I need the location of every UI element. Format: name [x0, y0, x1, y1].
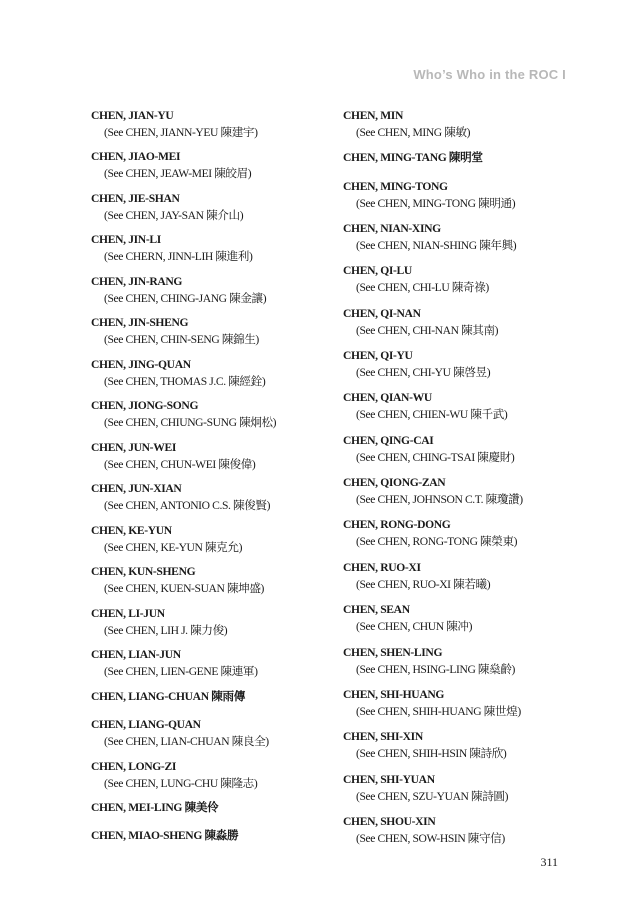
entry-name: CHEN, QI-NAN — [343, 307, 421, 320]
entry-cross-reference: (See CHEN, KE-YUN 陳克允) — [104, 541, 243, 554]
entry-cross-reference: (See CHEN, JOHNSON C.T. 陳瓊讚) — [356, 493, 523, 506]
entry-name: CHEN, JING-QUAN — [91, 358, 191, 371]
index-entry — [91, 523, 323, 556]
entry-name: CHEN, MEI-LING 陳美伶 — [91, 801, 219, 814]
entry-name: CHEN, SHEN-LING — [343, 646, 443, 659]
entry-name: CHEN, SEAN — [343, 603, 410, 616]
running-header: Who’s Who in the ROC I — [413, 67, 566, 82]
entry-cross-reference: (See CHEN, LIH J. 陳力俊) — [104, 624, 228, 637]
index-entry — [343, 729, 578, 762]
entry-name: CHEN, LONG-ZI — [91, 760, 176, 773]
index-entry — [343, 150, 578, 166]
index-entry — [343, 433, 578, 466]
entry-name: CHEN, JUN-XIAN — [91, 482, 182, 495]
entry-name: CHEN, QING-CAI — [343, 434, 434, 447]
index-entry — [343, 517, 578, 550]
entry-name: CHEN, KUN-SHENG — [91, 565, 196, 578]
entry-cross-reference: (See CHEN, ANTONIO C.S. 陳俊賢) — [104, 499, 271, 512]
entry-cross-reference: (See CHEN, JIANN-YEU 陳建宇) — [104, 126, 258, 139]
page-number: 311 — [540, 855, 558, 869]
entry-name: CHEN, LIANG-QUAN — [91, 718, 201, 731]
index-entry — [91, 606, 323, 639]
index-entry — [91, 759, 323, 792]
index-entry — [91, 800, 323, 816]
entry-cross-reference: (See CHEN, CHING-TSAI 陳慶財) — [356, 451, 515, 464]
entry-cross-reference: (See CHEN, JEAW-MEI 陳皎眉) — [104, 167, 252, 180]
entry-cross-reference: (See CHEN, SOW-HSIN 陳守信) — [356, 832, 505, 845]
entry-cross-reference: (See CHERN, JINN-LIH 陳進利) — [104, 250, 253, 263]
entry-cross-reference: (See CHEN, CHUN 陳冲) — [356, 620, 473, 633]
entry-cross-reference: (See CHEN, MING-TONG 陳明通) — [356, 197, 516, 210]
entry-name: CHEN, MING-TANG 陳明堂 — [343, 151, 483, 164]
index-entry — [91, 191, 323, 224]
index-entry — [91, 689, 323, 705]
entry-cross-reference: (See CHEN, KUEN-SUAN 陳坤盛) — [104, 582, 265, 595]
index-entry — [91, 108, 323, 141]
index-entry — [343, 390, 578, 423]
index-entry — [91, 564, 323, 597]
index-entry — [343, 560, 578, 593]
entry-name: CHEN, RUO-XI — [343, 561, 421, 574]
index-entry — [91, 440, 323, 473]
entry-cross-reference: (See CHEN, HSING-LING 陳燊齡) — [356, 663, 515, 676]
entry-cross-reference: (See CHEN, SHIH-HSIN 陳詩欣) — [356, 747, 507, 760]
index-entry — [91, 717, 323, 750]
entry-cross-reference: (See CHEN, CHIUNG-SUNG 陳炯松) — [104, 416, 277, 429]
entry-name: CHEN, MING-TONG — [343, 180, 448, 193]
index-entry — [343, 348, 578, 381]
entry-name: CHEN, MIAO-SHENG 陳淼勝 — [91, 829, 239, 842]
entry-name: CHEN, SHI-XIN — [343, 730, 423, 743]
entry-name: CHEN, QIONG-ZAN — [343, 476, 446, 489]
entry-cross-reference: (See CHEN, CHIEN-WU 陳千武) — [356, 408, 508, 421]
entry-name: CHEN, JIE-SHAN — [91, 192, 180, 205]
entry-cross-reference: (See CHEN, LIEN-GENE 陳連軍) — [104, 665, 258, 678]
entry-cross-reference: (See CHEN, CHUN-WEI 陳俊偉) — [104, 458, 256, 471]
entry-name: CHEN, JIN-RANG — [91, 275, 183, 288]
entry-name: CHEN, JIAN-YU — [91, 109, 174, 122]
entry-name: CHEN, QI-YU — [343, 349, 413, 362]
index-entry — [91, 828, 323, 844]
entry-cross-reference: (See CHEN, JAY-SAN 陳介山) — [104, 209, 244, 222]
entry-name: CHEN, JIN-SHENG — [91, 316, 189, 329]
index-entry — [91, 149, 323, 182]
entry-name: CHEN, LIAN-JUN — [91, 648, 181, 661]
entry-name: CHEN, QI-LU — [343, 264, 412, 277]
entry-name: CHEN, MIN — [343, 109, 403, 122]
index-entry — [91, 232, 323, 265]
entry-cross-reference: (See CHEN, CHI-NAN 陳其南) — [356, 324, 499, 337]
index-entry — [91, 274, 323, 307]
index-entry — [343, 645, 578, 678]
index-entry — [343, 772, 578, 805]
entry-cross-reference: (See CHEN, THOMAS J.C. 陳經銓) — [104, 375, 266, 388]
entry-name: CHEN, QIAN-WU — [343, 391, 432, 404]
entry-cross-reference: (See CHEN, CHI-LU 陳奇祿) — [356, 281, 489, 294]
entry-cross-reference: (See CHEN, LUNG-CHU 陳隆志) — [104, 777, 258, 790]
entry-name: CHEN, JIONG-SONG — [91, 399, 199, 412]
index-entry — [91, 398, 323, 431]
index-entry — [343, 108, 578, 141]
entry-cross-reference: (See CHEN, CHIN-SENG 陳錦生) — [104, 333, 259, 346]
entry-name: CHEN, SHOU-XIN — [343, 815, 436, 828]
index-entry — [343, 306, 578, 339]
entry-cross-reference: (See CHEN, RUO-XI 陳若曦) — [356, 578, 491, 591]
index-entry — [91, 357, 323, 390]
entry-name: CHEN, SHI-HUANG — [343, 688, 445, 701]
entry-cross-reference: (See CHEN, CHING-JANG 陳金讓) — [104, 292, 267, 305]
entry-name: CHEN, LIANG-CHUAN 陳雨傳 — [91, 690, 246, 703]
entry-cross-reference: (See CHEN, NIAN-SHING 陳年興) — [356, 239, 517, 252]
entry-name: CHEN, KE-YUN — [91, 524, 172, 537]
entry-name: CHEN, SHI-YUAN — [343, 773, 435, 786]
index-entry — [343, 221, 578, 254]
entry-cross-reference: (See CHEN, SHIH-HUANG 陳世煌) — [356, 705, 521, 718]
entry-cross-reference: (See CHEN, CHI-YU 陳啓昱) — [356, 366, 491, 379]
index-entry — [343, 687, 578, 720]
entry-cross-reference: (See CHEN, SZU-YUAN 陳詩圓) — [356, 790, 509, 803]
entry-cross-reference: (See CHEN, RONG-TONG 陳榮東) — [356, 535, 518, 548]
entry-cross-reference: (See CHEN, MING 陳敏) — [356, 126, 471, 139]
entry-name: CHEN, LI-JUN — [91, 607, 165, 620]
index-entry — [343, 814, 578, 847]
entry-cross-reference: (See CHEN, LIAN-CHUAN 陳良全) — [104, 735, 269, 748]
entry-name: CHEN, NIAN-XING — [343, 222, 441, 235]
index-entry — [91, 315, 323, 348]
index-entry — [343, 179, 578, 212]
entry-name: CHEN, RONG-DONG — [343, 518, 451, 531]
entry-name: CHEN, JIAO-MEI — [91, 150, 181, 163]
entry-name: CHEN, JIN-LI — [91, 233, 161, 246]
entry-name: CHEN, JUN-WEI — [91, 441, 176, 454]
index-entry — [91, 481, 323, 514]
index-entry — [343, 602, 578, 635]
index-entry — [91, 647, 323, 680]
index-entry — [343, 475, 578, 508]
index-entry — [343, 263, 578, 296]
